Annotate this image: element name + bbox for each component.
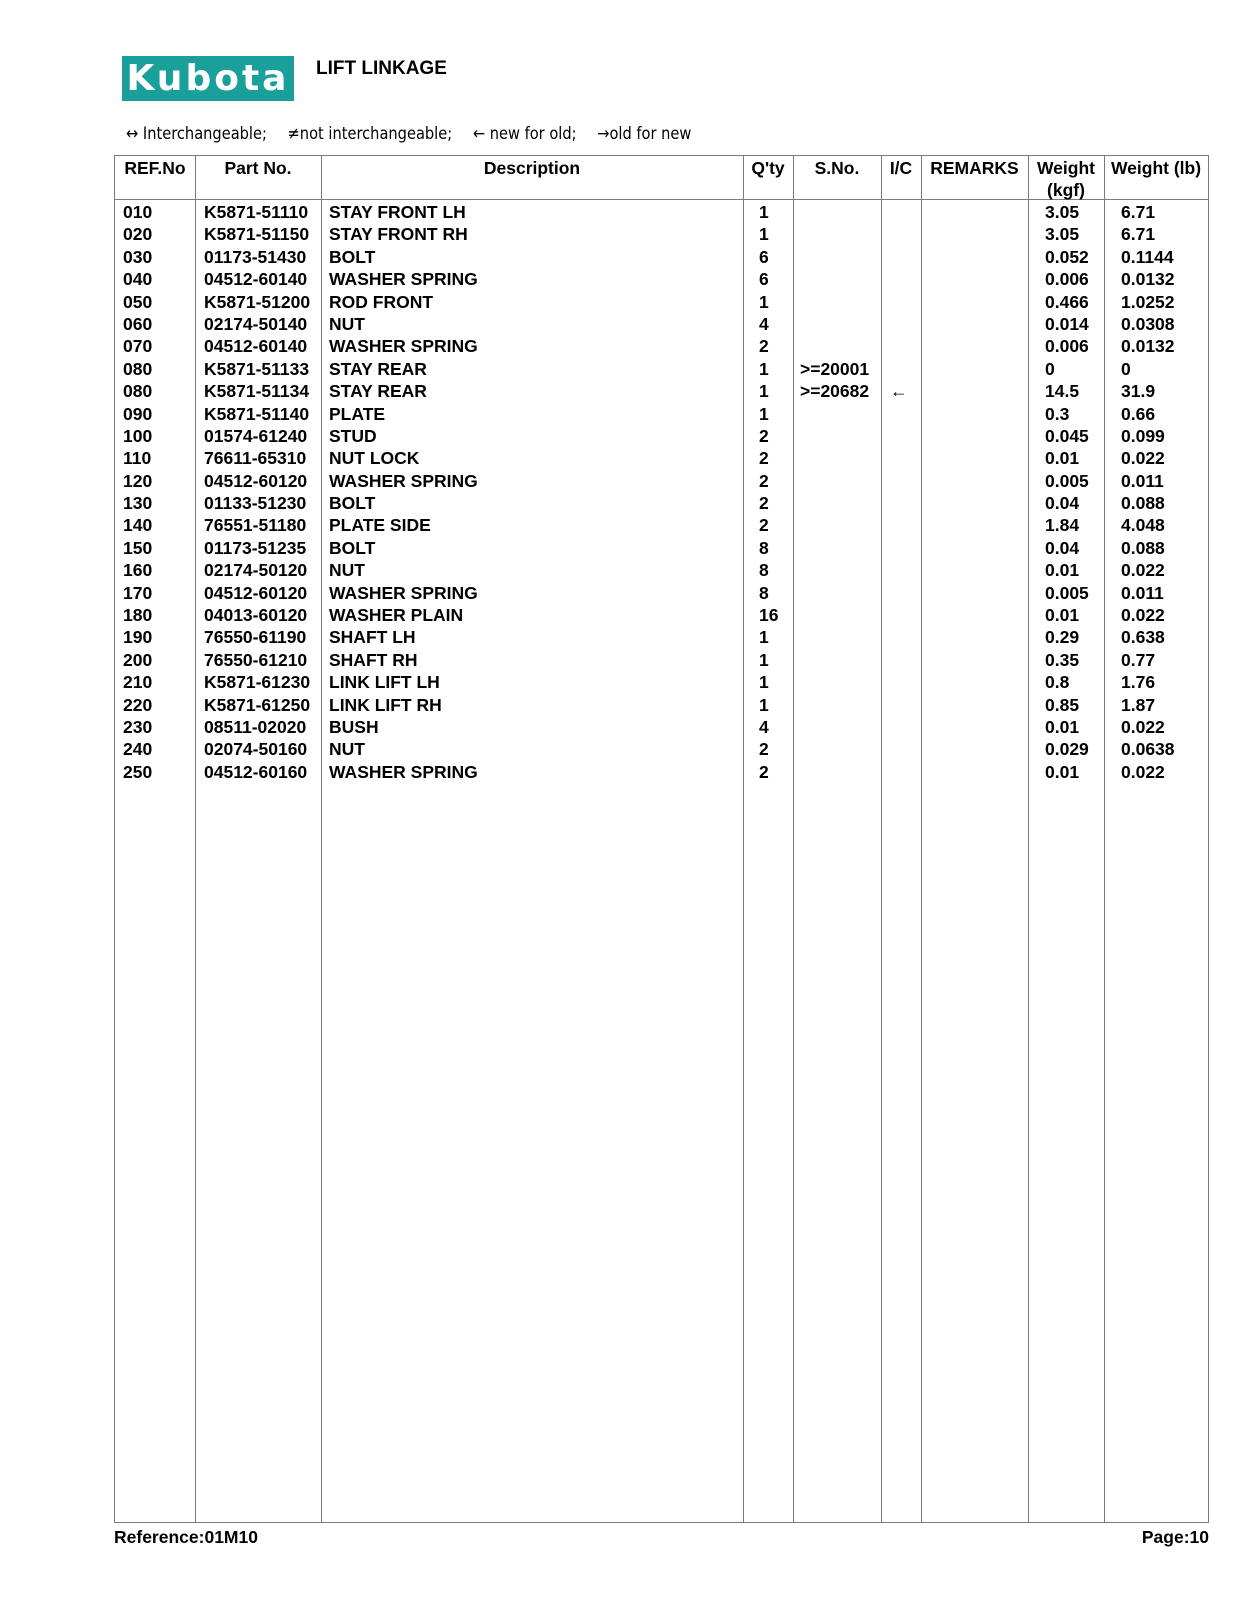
cell-weight-lb: 0.66 xyxy=(1121,403,1156,424)
cell-weight-lb: 0.088 xyxy=(1121,537,1165,558)
cell-ref: 080 xyxy=(123,381,153,402)
table-row xyxy=(115,380,1208,402)
cell-weight-kgf: 3.05 xyxy=(1045,202,1080,222)
cell-ref: 050 xyxy=(123,291,153,312)
reference-label: Reference:01M10 xyxy=(114,1527,258,1547)
cell-description: STUD xyxy=(329,425,377,446)
cell-weight-kgf: 0.01 xyxy=(1045,761,1080,782)
table-row xyxy=(115,626,1208,648)
cell-description: SHAFT RH xyxy=(329,649,418,670)
cell-qty: 1 xyxy=(759,672,769,693)
cell-weight-kgf: 0.005 xyxy=(1045,470,1089,491)
cell-weight-kgf: 14.5 xyxy=(1045,381,1080,402)
cell-weight-lb: 0.0308 xyxy=(1121,313,1175,334)
header-description: Description xyxy=(483,158,581,178)
cell-weight-lb: 0.1144 xyxy=(1121,246,1174,267)
cell-description: BUSH xyxy=(329,716,379,737)
page-number: Page:10 xyxy=(1141,1527,1209,1547)
cell-weight-lb: 31.9 xyxy=(1121,381,1156,402)
header-remarks: REMARKS xyxy=(930,158,1019,178)
cell-description: ROD FRONT xyxy=(329,291,434,312)
cell-part-no: 04512-60140 xyxy=(204,269,308,290)
cell-description: NUT LOCK xyxy=(329,448,420,469)
header-ref: REF.No xyxy=(124,158,186,178)
table-row xyxy=(115,268,1208,290)
cell-sno: >=20001 xyxy=(800,358,870,379)
cell-part-no: 04512-60140 xyxy=(204,336,308,357)
cell-ref: 080 xyxy=(123,358,153,379)
cell-part-no: 76551-51180 xyxy=(204,515,307,536)
cell-part-no: 02174-50120 xyxy=(204,560,308,581)
cell-weight-lb: 0.099 xyxy=(1121,425,1165,446)
table-row xyxy=(115,223,1208,245)
cell-weight-kgf: 0.005 xyxy=(1045,582,1089,603)
cell-part-no: 04512-60120 xyxy=(204,582,308,603)
cell-description: WASHER SPRING xyxy=(329,336,478,357)
cell-weight-kgf: 1.84 xyxy=(1045,515,1080,536)
cell-description: WASHER SPRING xyxy=(329,582,478,603)
cell-ref: 230 xyxy=(123,716,153,737)
cell-ref: 150 xyxy=(123,537,153,558)
cell-qty: 4 xyxy=(759,716,769,737)
cell-qty: 1 xyxy=(759,291,769,312)
cell-ref: 100 xyxy=(123,425,153,446)
page-title: LIFT LINKAGE xyxy=(316,58,447,79)
cell-weight-kgf: 0.006 xyxy=(1045,336,1089,357)
cell-weight-lb: 0.638 xyxy=(1121,627,1165,648)
cell-weight-kgf: 0.29 xyxy=(1045,627,1080,648)
cell-part-no: 04013-60120 xyxy=(204,605,308,626)
cell-qty: 1 xyxy=(759,202,769,222)
cell-description: NUT xyxy=(329,560,365,581)
cell-weight-kgf: 0.01 xyxy=(1045,560,1080,581)
cell-ref: 190 xyxy=(123,627,153,648)
cell-ref: 220 xyxy=(123,694,153,715)
cell-qty: 6 xyxy=(759,269,769,290)
header-sno: S.No. xyxy=(814,158,860,178)
cell-weight-kgf: 0.052 xyxy=(1045,246,1089,267)
cell-part-no: 76550-61190 xyxy=(204,627,307,648)
cell-qty: 1 xyxy=(759,694,769,715)
table-row xyxy=(115,403,1208,425)
cell-qty: 2 xyxy=(759,515,769,536)
cell-ref: 070 xyxy=(123,336,153,357)
cell-ref: 210 xyxy=(123,672,153,693)
table-row xyxy=(115,716,1208,738)
table-body xyxy=(115,201,1208,783)
header-part-no: Part No. xyxy=(224,158,292,178)
cell-description: NUT xyxy=(329,739,365,760)
cell-weight-lb: 0.011 xyxy=(1121,582,1164,603)
cell-description: STAY FRONT RH xyxy=(329,224,468,245)
legend-not-interchangeable: ≠not interchangeable; xyxy=(287,124,453,144)
cell-weight-kgf: 0.01 xyxy=(1045,716,1080,737)
legend-interchangeable: ↔ Interchangeable; xyxy=(126,124,267,144)
table-row xyxy=(115,425,1208,447)
cell-weight-lb: 0.0132 xyxy=(1121,269,1175,290)
cell-weight-kgf: 0.045 xyxy=(1045,425,1089,446)
cell-part-no: 08511-02020 xyxy=(204,716,307,737)
table-row xyxy=(115,604,1208,626)
table-row xyxy=(115,358,1208,380)
cell-weight-kgf: 0.006 xyxy=(1045,269,1089,290)
cell-weight-kgf: 0.85 xyxy=(1045,694,1080,715)
cell-ref: 060 xyxy=(123,313,153,334)
cell-qty: 16 xyxy=(759,605,779,626)
cell-weight-lb: 1.0252 xyxy=(1121,291,1175,312)
cell-description: BOLT xyxy=(329,246,376,267)
cell-part-no: K5871-61250 xyxy=(204,694,311,715)
cell-qty: 6 xyxy=(759,246,769,267)
cell-description: LINK LIFT LH xyxy=(329,672,440,693)
cell-ref: 170 xyxy=(123,582,153,603)
cell-weight-lb: 0.088 xyxy=(1121,493,1165,514)
cell-description: LINK LIFT RH xyxy=(329,694,442,715)
cell-description: BOLT xyxy=(329,493,376,514)
cell-weight-lb: 0.022 xyxy=(1121,448,1165,469)
table-row xyxy=(115,582,1208,604)
cell-description: STAY REAR xyxy=(329,358,427,379)
cell-part-no: K5871-51110 xyxy=(204,202,309,222)
cell-part-no: 01133-51230 xyxy=(204,493,307,514)
header-qty: Q'ty xyxy=(751,158,785,178)
legend xyxy=(126,124,691,144)
cell-weight-lb: 0.022 xyxy=(1121,716,1165,737)
cell-ref: 090 xyxy=(123,403,153,424)
cell-description: NUT xyxy=(329,313,365,334)
cell-part-no: K5871-51200 xyxy=(204,291,311,312)
cell-weight-kgf: 0.01 xyxy=(1045,605,1080,626)
table-row xyxy=(115,246,1208,268)
cell-part-no: 02174-50140 xyxy=(204,313,308,334)
cell-part-no: 04512-60120 xyxy=(204,470,308,491)
cell-weight-kgf: 0 xyxy=(1045,358,1055,379)
cell-qty: 2 xyxy=(759,739,769,760)
cell-part-no: K5871-61230 xyxy=(204,672,311,693)
cell-weight-kgf: 0.8 xyxy=(1045,672,1070,693)
kubota-logo xyxy=(122,56,294,101)
cell-description: WASHER PLAIN xyxy=(329,605,464,626)
cell-part-no: K5871-51134 xyxy=(204,381,310,402)
table-row xyxy=(115,738,1208,760)
cell-description: WASHER SPRING xyxy=(329,269,478,290)
cell-weight-kgf: 0.466 xyxy=(1045,291,1089,312)
cell-description: WASHER SPRING xyxy=(329,470,478,491)
cell-description: SHAFT LH xyxy=(329,627,416,648)
cell-weight-lb: 0.0132 xyxy=(1121,336,1175,357)
table-row xyxy=(115,470,1208,492)
cell-qty: 1 xyxy=(759,358,769,379)
cell-qty: 1 xyxy=(759,627,769,648)
cell-ref: 180 xyxy=(123,605,153,626)
cell-part-no: K5871-51150 xyxy=(204,224,310,245)
cell-weight-lb: 0.022 xyxy=(1121,605,1165,626)
cell-weight-lb: 0.022 xyxy=(1121,761,1165,782)
legend-new-for-old: ← new for old; xyxy=(472,124,577,144)
cell-ref: 120 xyxy=(123,470,153,491)
header-ic: I/C xyxy=(889,158,913,178)
cell-qty: 4 xyxy=(759,313,769,334)
cell-ref: 200 xyxy=(123,649,153,670)
cell-weight-kgf: 0.01 xyxy=(1045,448,1080,469)
cell-part-no: 01574-61240 xyxy=(204,425,308,446)
cell-qty: 2 xyxy=(759,425,769,446)
cell-part-no: 01173-51430 xyxy=(204,246,307,267)
table-row xyxy=(115,694,1208,716)
cell-description: WASHER SPRING xyxy=(329,761,478,782)
cell-part-no: 02074-50160 xyxy=(204,739,308,760)
cell-description: STAY FRONT LH xyxy=(329,202,466,222)
table-row xyxy=(115,559,1208,581)
cell-qty: 2 xyxy=(759,336,769,357)
table-row xyxy=(115,313,1208,335)
table-row xyxy=(115,537,1208,559)
cell-qty: 2 xyxy=(759,761,769,782)
logo-text: Kubota xyxy=(126,57,290,99)
cell-ref: 250 xyxy=(123,761,153,782)
table-row xyxy=(115,514,1208,536)
cell-weight-kgf: 0.014 xyxy=(1045,313,1089,334)
cell-weight-lb: 4.048 xyxy=(1121,515,1165,536)
cell-weight-kgf: 0.04 xyxy=(1045,493,1080,514)
cell-ref: 040 xyxy=(123,269,153,290)
cell-part-no: 76611-65310 xyxy=(204,448,307,469)
cell-weight-kgf: 0.029 xyxy=(1045,739,1089,760)
table-row xyxy=(115,671,1208,693)
table-row xyxy=(115,201,1208,223)
cell-qty: 1 xyxy=(759,649,769,670)
cell-ic: ← xyxy=(890,381,908,402)
header-weight-lb: Weight (lb) xyxy=(1110,158,1202,178)
legend-old-for-new: →old for new xyxy=(597,124,692,144)
cell-part-no: 76550-61210 xyxy=(204,649,308,670)
table-row xyxy=(115,761,1208,783)
cell-weight-kgf: 0.35 xyxy=(1045,649,1080,670)
cell-qty: 2 xyxy=(759,448,769,469)
cell-ref: 130 xyxy=(123,493,153,514)
cell-description: PLATE SIDE xyxy=(329,515,431,536)
cell-qty: 8 xyxy=(759,582,769,603)
cell-part-no: 04512-60160 xyxy=(204,761,308,782)
cell-qty: 2 xyxy=(759,493,769,514)
cell-weight-lb: 6.71 xyxy=(1121,224,1156,245)
cell-weight-lb: 0.022 xyxy=(1121,560,1165,581)
cell-ref: 110 xyxy=(123,448,152,469)
cell-part-no: 01173-51235 xyxy=(204,537,307,558)
cell-description: STAY REAR xyxy=(329,381,427,402)
cell-ref: 160 xyxy=(123,560,153,581)
table-row xyxy=(115,291,1208,313)
cell-weight-lb: 0.77 xyxy=(1121,649,1156,670)
cell-ref: 030 xyxy=(123,246,153,267)
cell-weight-lb: 1.76 xyxy=(1121,672,1156,693)
cell-weight-lb: 0.0638 xyxy=(1121,739,1175,760)
header-weight-kgf: Weight (kgf) xyxy=(1036,158,1095,200)
cell-part-no: K5871-51133 xyxy=(204,358,310,379)
cell-ref: 140 xyxy=(123,515,153,536)
cell-qty: 8 xyxy=(759,560,769,581)
cell-qty: 8 xyxy=(759,537,769,558)
cell-ref: 010 xyxy=(123,202,153,222)
cell-weight-kgf: 3.05 xyxy=(1045,224,1080,245)
cell-weight-lb: 0.011 xyxy=(1121,470,1164,491)
cell-qty: 1 xyxy=(759,381,769,402)
table-row xyxy=(115,492,1208,514)
cell-qty: 2 xyxy=(759,470,769,491)
cell-description: BOLT xyxy=(329,537,376,558)
table-row xyxy=(115,335,1208,357)
cell-qty: 1 xyxy=(759,224,769,245)
cell-qty: 1 xyxy=(759,403,769,424)
cell-weight-lb: 6.71 xyxy=(1121,202,1156,222)
cell-weight-kgf: 0.3 xyxy=(1045,403,1070,424)
cell-sno: >=20682 xyxy=(800,381,870,402)
cell-ref: 240 xyxy=(123,739,153,760)
parts-table xyxy=(114,155,1209,1523)
cell-part-no: K5871-51140 xyxy=(204,403,310,424)
table-row xyxy=(115,649,1208,671)
cell-weight-lb: 1.87 xyxy=(1121,694,1156,715)
cell-ref: 020 xyxy=(123,224,153,245)
cell-weight-kgf: 0.04 xyxy=(1045,537,1080,558)
cell-description: PLATE xyxy=(329,403,386,424)
table-row xyxy=(115,447,1208,469)
cell-weight-lb: 0 xyxy=(1121,358,1131,379)
